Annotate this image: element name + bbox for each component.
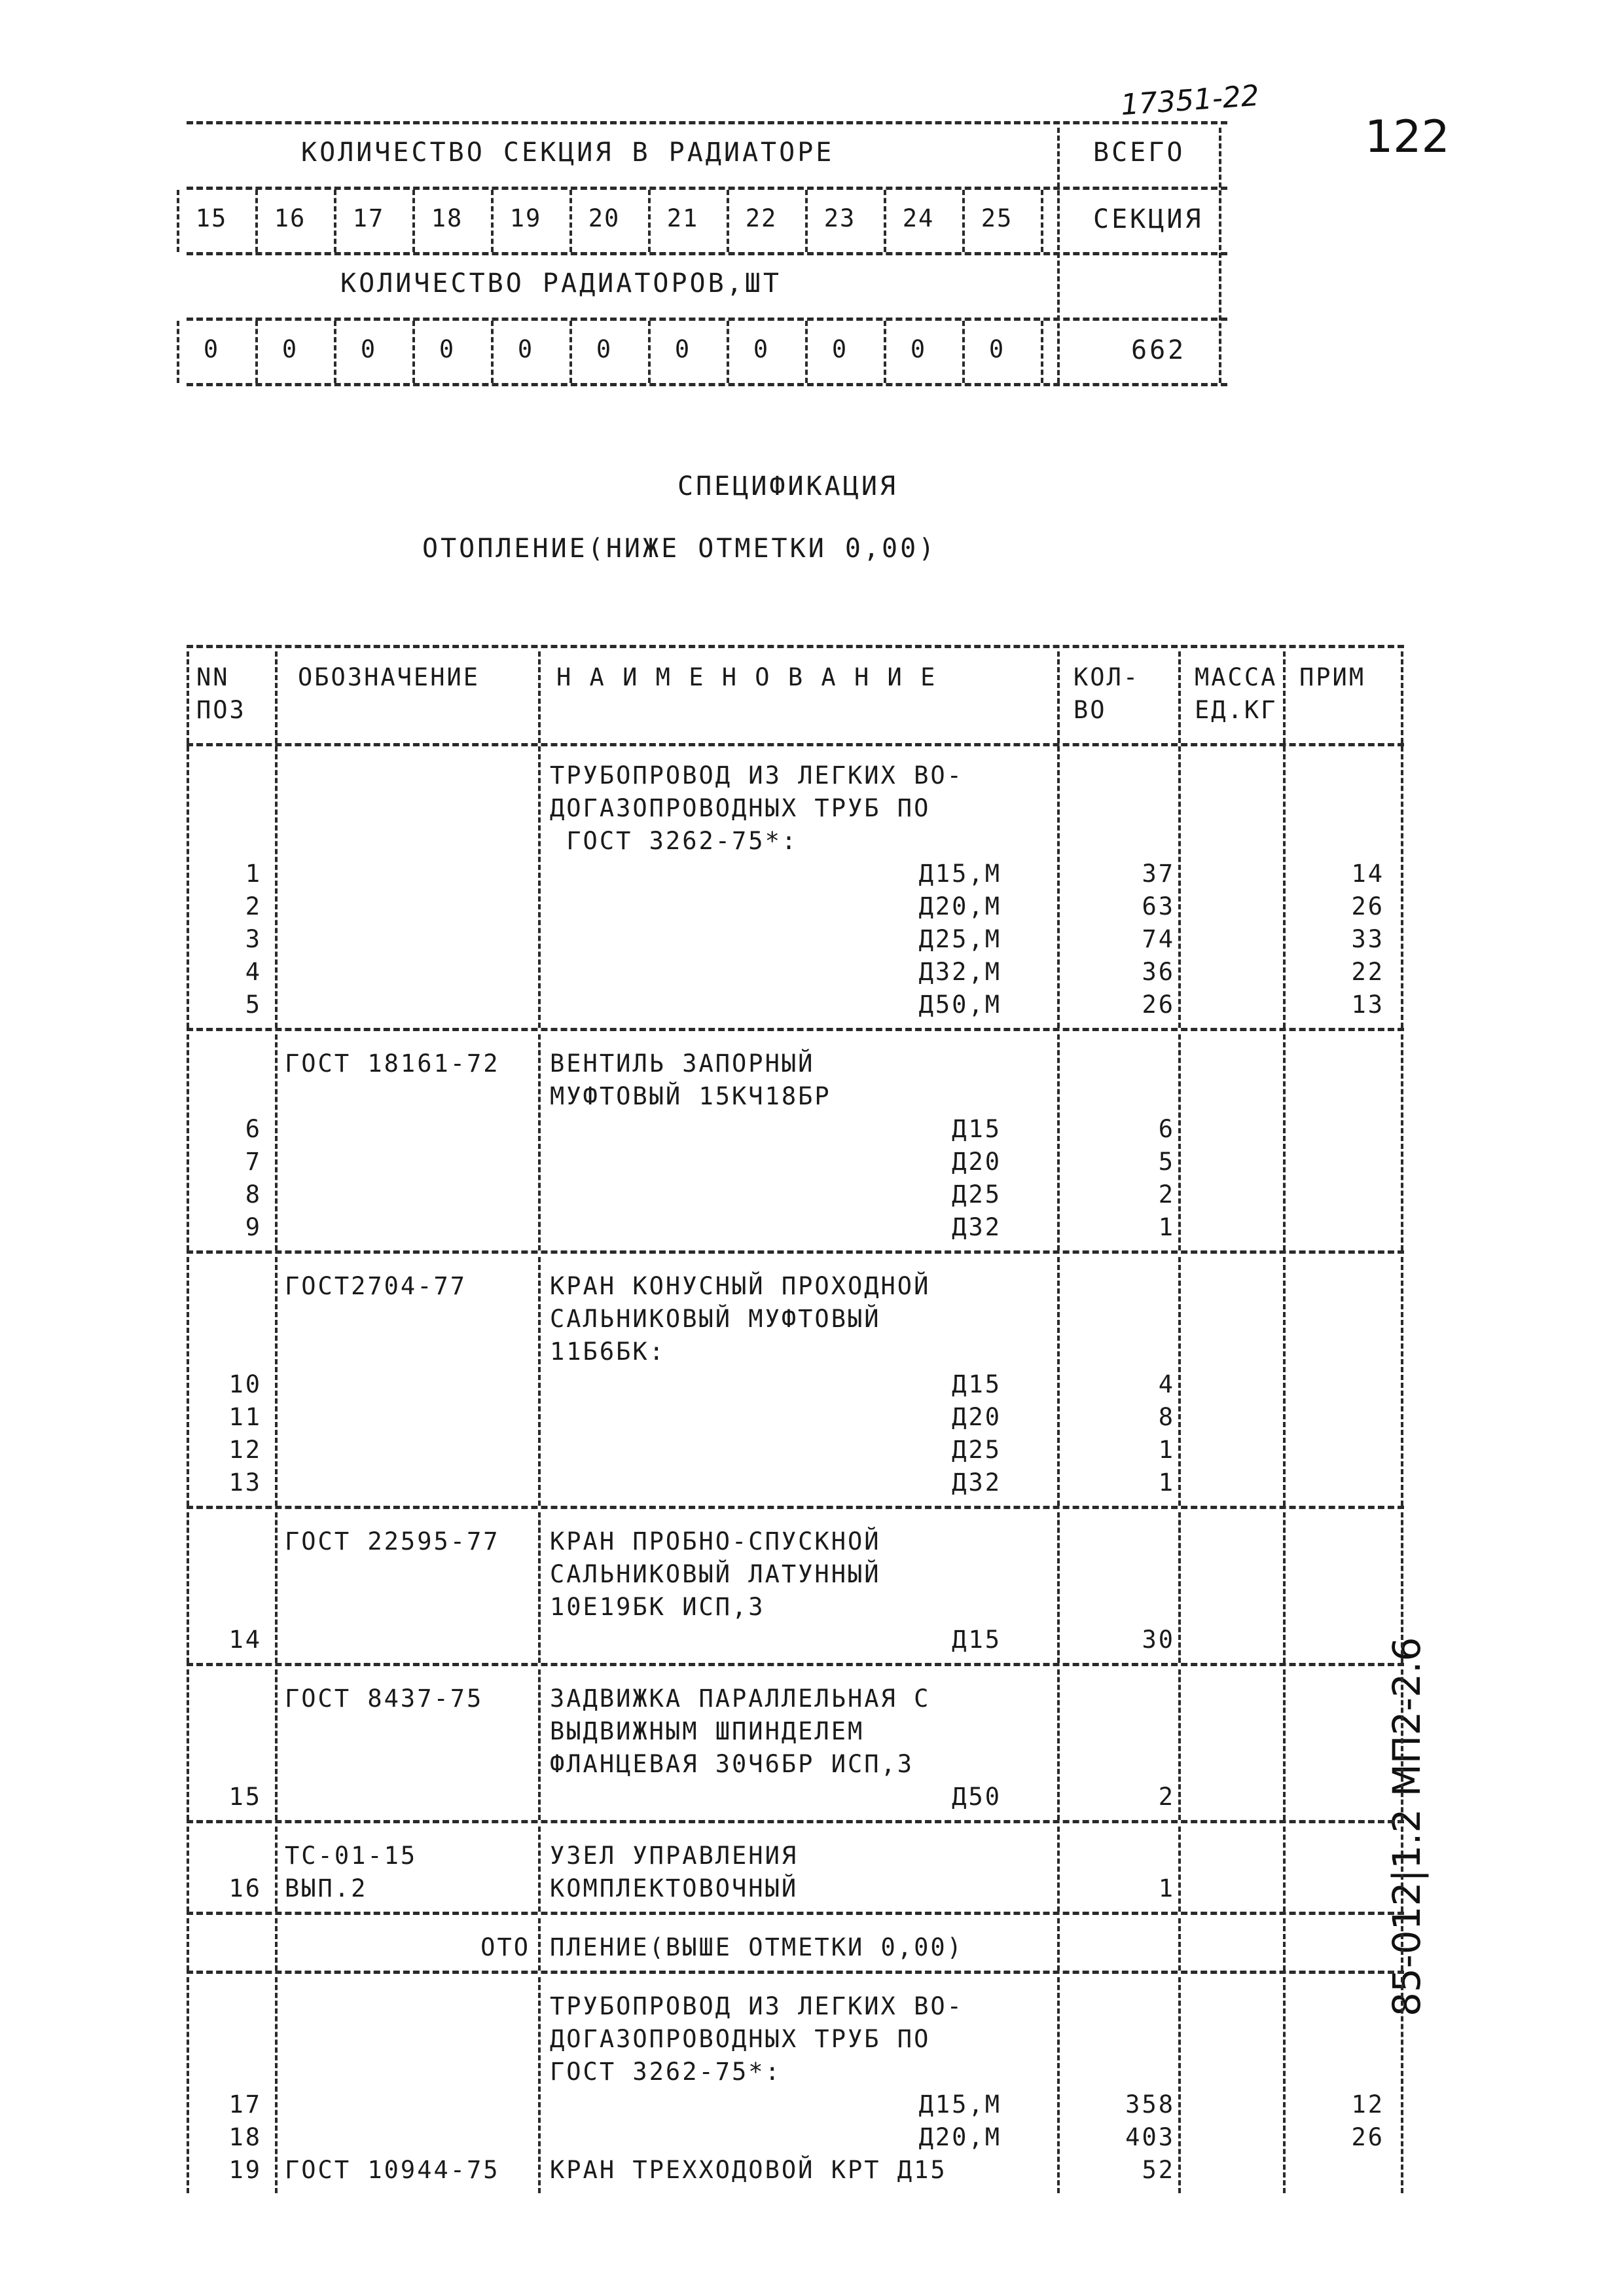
designation: ГОСТ 18161-72 (285, 1049, 500, 1078)
radiator-quantity-cell: 0 (439, 335, 456, 363)
position-number: 1 (245, 860, 262, 888)
item-name: САЛЬНИКОВЫЙ МУФТОВЫЙ (550, 1305, 881, 1333)
position-number: 2 (245, 892, 262, 920)
item-name: КРАН ТРЕХХОДОВОЙ КРТ Д15 (550, 2156, 947, 2184)
item-name: Д20,М (918, 2123, 1001, 2151)
note: 14 (1351, 860, 1384, 888)
position-number: 8 (245, 1180, 262, 1209)
radiator-quantity-cell: 0 (910, 335, 927, 363)
item-name: Д50 (952, 1783, 1001, 1811)
item-name: Д25,М (918, 925, 1001, 953)
quantity: 2 (1158, 1180, 1175, 1209)
quantity: 358 (1125, 2090, 1175, 2119)
quantity: 8 (1158, 1403, 1175, 1431)
radiator-total: 662 (1131, 335, 1187, 365)
header-note: ПРИМ (1299, 663, 1366, 691)
quantity: 1 (1158, 1436, 1175, 1464)
item-name: ВЕНТИЛЬ ЗАПОРНЫЙ (550, 1049, 815, 1078)
header-qty: КОЛ- (1074, 663, 1140, 691)
quantity: 30 (1142, 1626, 1175, 1654)
section-count-cell: 21 (666, 204, 699, 232)
designation: ГОСТ 10944-75 (285, 2156, 500, 2184)
quantity: 2 (1158, 1783, 1175, 1811)
section-count-cell: 22 (745, 204, 778, 232)
item-name: Д25 (952, 1436, 1001, 1464)
radiator-title: КОЛИЧЕСТВО СЕКЦИЯ В РАДИАТОРЕ (301, 137, 835, 168)
radiator-quantity-cell: 0 (831, 335, 848, 363)
total-label-sections: СЕКЦИЯ (1093, 204, 1204, 234)
item-name: КОМПЛЕКТОВОЧНЫЙ (550, 1874, 799, 1903)
note: 33 (1351, 925, 1384, 953)
section-count-cell: 24 (902, 204, 935, 232)
position-number: 15 (228, 1783, 262, 1811)
document-number: 17351-22 (1119, 79, 1261, 122)
designation: ГОСТ 22595-77 (285, 1527, 500, 1556)
item-name: ДОГАЗОПРОВОДНЫХ ТРУБ ПО (550, 794, 931, 822)
spec-title: СПЕЦИФИКАЦИЯ (677, 471, 898, 501)
note: 22 (1351, 958, 1384, 986)
position-number: 5 (245, 991, 262, 1019)
item-name: ФЛАНЦЕВАЯ 30Ч6БР ИСП,3 (550, 1750, 914, 1778)
quantity: 1 (1158, 1874, 1175, 1903)
item-name: ЗАДВИЖКА ПАРАЛЛЕЛЬНАЯ С (550, 1684, 931, 1713)
quantity: 26 (1142, 991, 1175, 1019)
position-number: 17 (228, 2090, 262, 2119)
item-name: Д15 (952, 1115, 1001, 1143)
quantity: 1 (1158, 1468, 1175, 1497)
quantity: 5 (1158, 1148, 1175, 1176)
item-name: ГОСТ 3262-75*: (550, 2058, 782, 2086)
section-count-cell: 17 (352, 204, 385, 232)
quantity: 74 (1142, 925, 1175, 953)
header-designation: ОБОЗНАЧЕНИЕ (298, 663, 480, 691)
item-name: КРАН КОНУСНЫЙ ПРОХОДНОЙ (550, 1272, 931, 1300)
position-number: 6 (245, 1115, 262, 1143)
position-number: 10 (228, 1370, 262, 1398)
designation: ОТО (480, 1933, 530, 1961)
section-count-cell: 19 (509, 204, 542, 232)
item-name: Д15 (952, 1370, 1001, 1398)
quantity: 6 (1158, 1115, 1175, 1143)
quantity: 36 (1142, 958, 1175, 986)
quantity: 4 (1158, 1370, 1175, 1398)
section-count-cell: 16 (274, 204, 306, 232)
radiator-quantity-cell: 0 (596, 335, 613, 363)
total-label: ВСЕГО (1093, 137, 1185, 168)
header-mass-2: ЕД.КГ (1195, 696, 1278, 724)
item-name: Д15 (952, 1626, 1001, 1654)
position-number: 13 (228, 1468, 262, 1497)
quantity: 1 (1158, 1213, 1175, 1241)
header-mass: МАССА (1195, 663, 1278, 691)
section-count-cell: 25 (981, 204, 1013, 232)
item-name: УЗЕЛ УПРАВЛЕНИЯ (550, 1842, 799, 1870)
designation: ГОСТ 8437-75 (285, 1684, 484, 1713)
position-number: 16 (228, 1874, 262, 1903)
section-count-cell: 18 (431, 204, 463, 232)
header-qty-2: ВО (1074, 696, 1107, 724)
quantity: 63 (1142, 892, 1175, 920)
radiator-quantity-cell: 0 (988, 335, 1005, 363)
position-number: 14 (228, 1626, 262, 1654)
item-name: Д15,М (918, 2090, 1001, 2119)
item-name: ТРУБОПРОВОД ИЗ ЛЕГКИХ ВО- (550, 1992, 964, 2020)
radiator-quantity-cell: 0 (360, 335, 377, 363)
page-number: 122 (1365, 111, 1450, 163)
note: 26 (1351, 2123, 1384, 2151)
position-number: 19 (228, 2156, 262, 2184)
quantity: 37 (1142, 860, 1175, 888)
item-name: МУФТОВЫЙ 15КЧ18БР (550, 1082, 831, 1110)
item-name: Д20 (952, 1148, 1001, 1176)
position-number: 4 (245, 958, 262, 986)
radiator-count-label: КОЛИЧЕСТВО РАДИАТОРОВ,ШТ (340, 268, 782, 299)
designation: ГОСТ2704-77 (285, 1272, 467, 1300)
section-count-cell: 23 (823, 204, 856, 232)
radiator-quantity-cell: 0 (203, 335, 220, 363)
item-name: Д25 (952, 1180, 1001, 1209)
item-name: Д50,М (918, 991, 1001, 1019)
item-name: Д20 (952, 1403, 1001, 1431)
item-name: ГОСТ 3262-75*: (550, 827, 799, 855)
item-name: САЛЬНИКОВЫЙ ЛАТУННЫЙ (550, 1560, 881, 1588)
item-name: 11Б6БК: (550, 1338, 666, 1366)
header-name: Н А И М Е Н О В А Н И Е (556, 663, 937, 691)
designation: ВЫП.2 (285, 1874, 368, 1903)
header-pos-2: ПОЗ (196, 696, 246, 724)
item-name: Д32 (952, 1468, 1001, 1497)
item-name: Д15,М (918, 860, 1001, 888)
item-name: ВЫДВИЖНЫМ ШПИНДЕЛЕМ (550, 1717, 865, 1745)
radiator-quantity-cell: 0 (517, 335, 534, 363)
radiator-quantity-cell: 0 (753, 335, 770, 363)
note: 13 (1351, 991, 1384, 1019)
note: 12 (1351, 2090, 1384, 2119)
note: 26 (1351, 892, 1384, 920)
position-number: 3 (245, 925, 262, 953)
quantity: 52 (1142, 2156, 1175, 2184)
designation: ТС-01-15 (285, 1842, 418, 1870)
radiator-quantity-cell: 0 (281, 335, 298, 363)
side-document-code: 85-012|1.2 МП2-2.6 (1384, 1637, 1429, 2016)
item-name: 10Е19БК ИСП,3 (550, 1593, 765, 1621)
position-number: 11 (228, 1403, 262, 1431)
item-name: Д32,М (918, 958, 1001, 986)
position-number: 7 (245, 1148, 262, 1176)
radiator-quantity-cell: 0 (674, 335, 691, 363)
item-name: КРАН ПРОБНО-СПУСКНОЙ (550, 1527, 881, 1556)
header-pos: NN (196, 663, 230, 691)
position-number: 18 (228, 2123, 262, 2151)
item-name: Д20,М (918, 892, 1001, 920)
spec-subtitle: ОТОПЛЕНИЕ(НИЖЕ ОТМЕТКИ 0,00) (422, 534, 937, 564)
position-number: 9 (245, 1213, 262, 1241)
section-count-cell: 15 (195, 204, 228, 232)
item-name: ТРУБОПРОВОД ИЗ ЛЕГКИХ ВО- (550, 761, 964, 790)
section-count-cell: 20 (588, 204, 621, 232)
item-name: ДОГАЗОПРОВОДНЫХ ТРУБ ПО (550, 2025, 931, 2053)
quantity: 403 (1125, 2123, 1175, 2151)
position-number: 12 (228, 1436, 262, 1464)
item-name: Д32 (952, 1213, 1001, 1241)
item-name: ПЛЕНИЕ(ВЫШЕ ОТМЕТКИ 0,00) (550, 1933, 964, 1961)
